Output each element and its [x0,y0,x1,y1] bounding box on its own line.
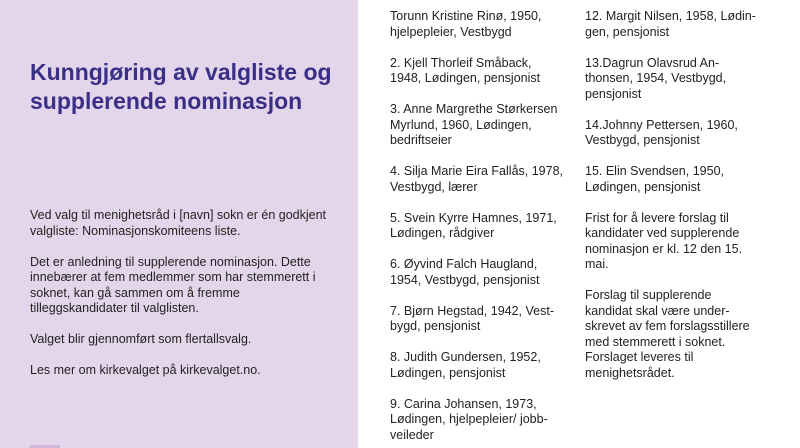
candidate-entry: 8. Judith Gundersen, 1952, Lødingen, pensjonist [390,350,541,380]
candidate-entry: 15. Elin Svendsen, 1950, Lødingen, pensjonist [585,164,724,194]
candidate-entry: Torunn Kristine Rinø, 1950, hjelpepleier, Vestbygd [390,9,542,39]
candidate-entry: 12. Margit Nilsen, 1958, Lødin- gen, pensjonist [585,9,756,39]
intro-paragraph: Ved valg til menighetsråd i [navn] sokn er én godkjent valgliste: Nominasjonskomiteens liste. [30,208,327,238]
submission-notice: Forslag til supplerende kandidat skal være under- skrevet av fem forslagsstillere med stemmerett i soknet. Forslaget leveres til menighetsrådet. [585,288,750,380]
candidate-entry: 3. Anne Margrethe Størkersen Myrlund, 1960, Lødingen, bedriftseier [390,102,558,147]
candidate-entry: 6. Øyvind Falch Haugland, 1954, Vestbygd, pensjonist [390,257,540,287]
candidate-entry: 13.Dagrun Olavsrud An- thonsen, 1954, Vestbygd, pensjonist [585,55,727,101]
left-panel [0,0,358,448]
intro-text [30,208,340,394]
intro-paragraph: Det er anledning til supplerende nominasjon. Dette innebærer at fem medlemmer som har stemmerett i soknet, kan gå sammen om å fremme tilleggskandidater til valglisten. [30,254,316,315]
candidate-entry: 5. Svein Kyrre Hamnes, 1971, Lødingen, rådgiver [390,210,557,240]
candidate-entry: 4. Silja Marie Eira Fallås, 1978, Vestbygd, lærer [390,164,563,194]
candidate-entry: 14.Johnny Pettersen, 1960, Vestbygd, pensjonist [585,117,738,147]
page-title: Kunngjøring av valgliste og supplerende nominasjon [30,59,332,114]
candidate-entry: 7. Bjørn Hegstad, 1942, Vest- bygd, pensjonist [390,303,554,333]
candidate-entry: 9. Carina Johansen, 1973, Lødingen, hjelpepleier/ jobb- veileder [390,396,548,442]
deadline-notice: Frist for å levere forslag til kandidater ved supplerende nominasjon er kl. 12 den 15. mai. [585,210,743,271]
intro-paragraph: Les mer om kirkevalget på kirkevalget.no. [30,363,261,377]
candidate-entry: 2. Kjell Thorleif Småback, 1948, Lødingen, pensjonist [390,55,541,85]
candidate-list-column-1 [390,9,570,448]
candidate-list-column-2 [585,9,770,397]
intro-paragraph: Valget blir gjennomført som flertallsvalg. [30,332,252,346]
